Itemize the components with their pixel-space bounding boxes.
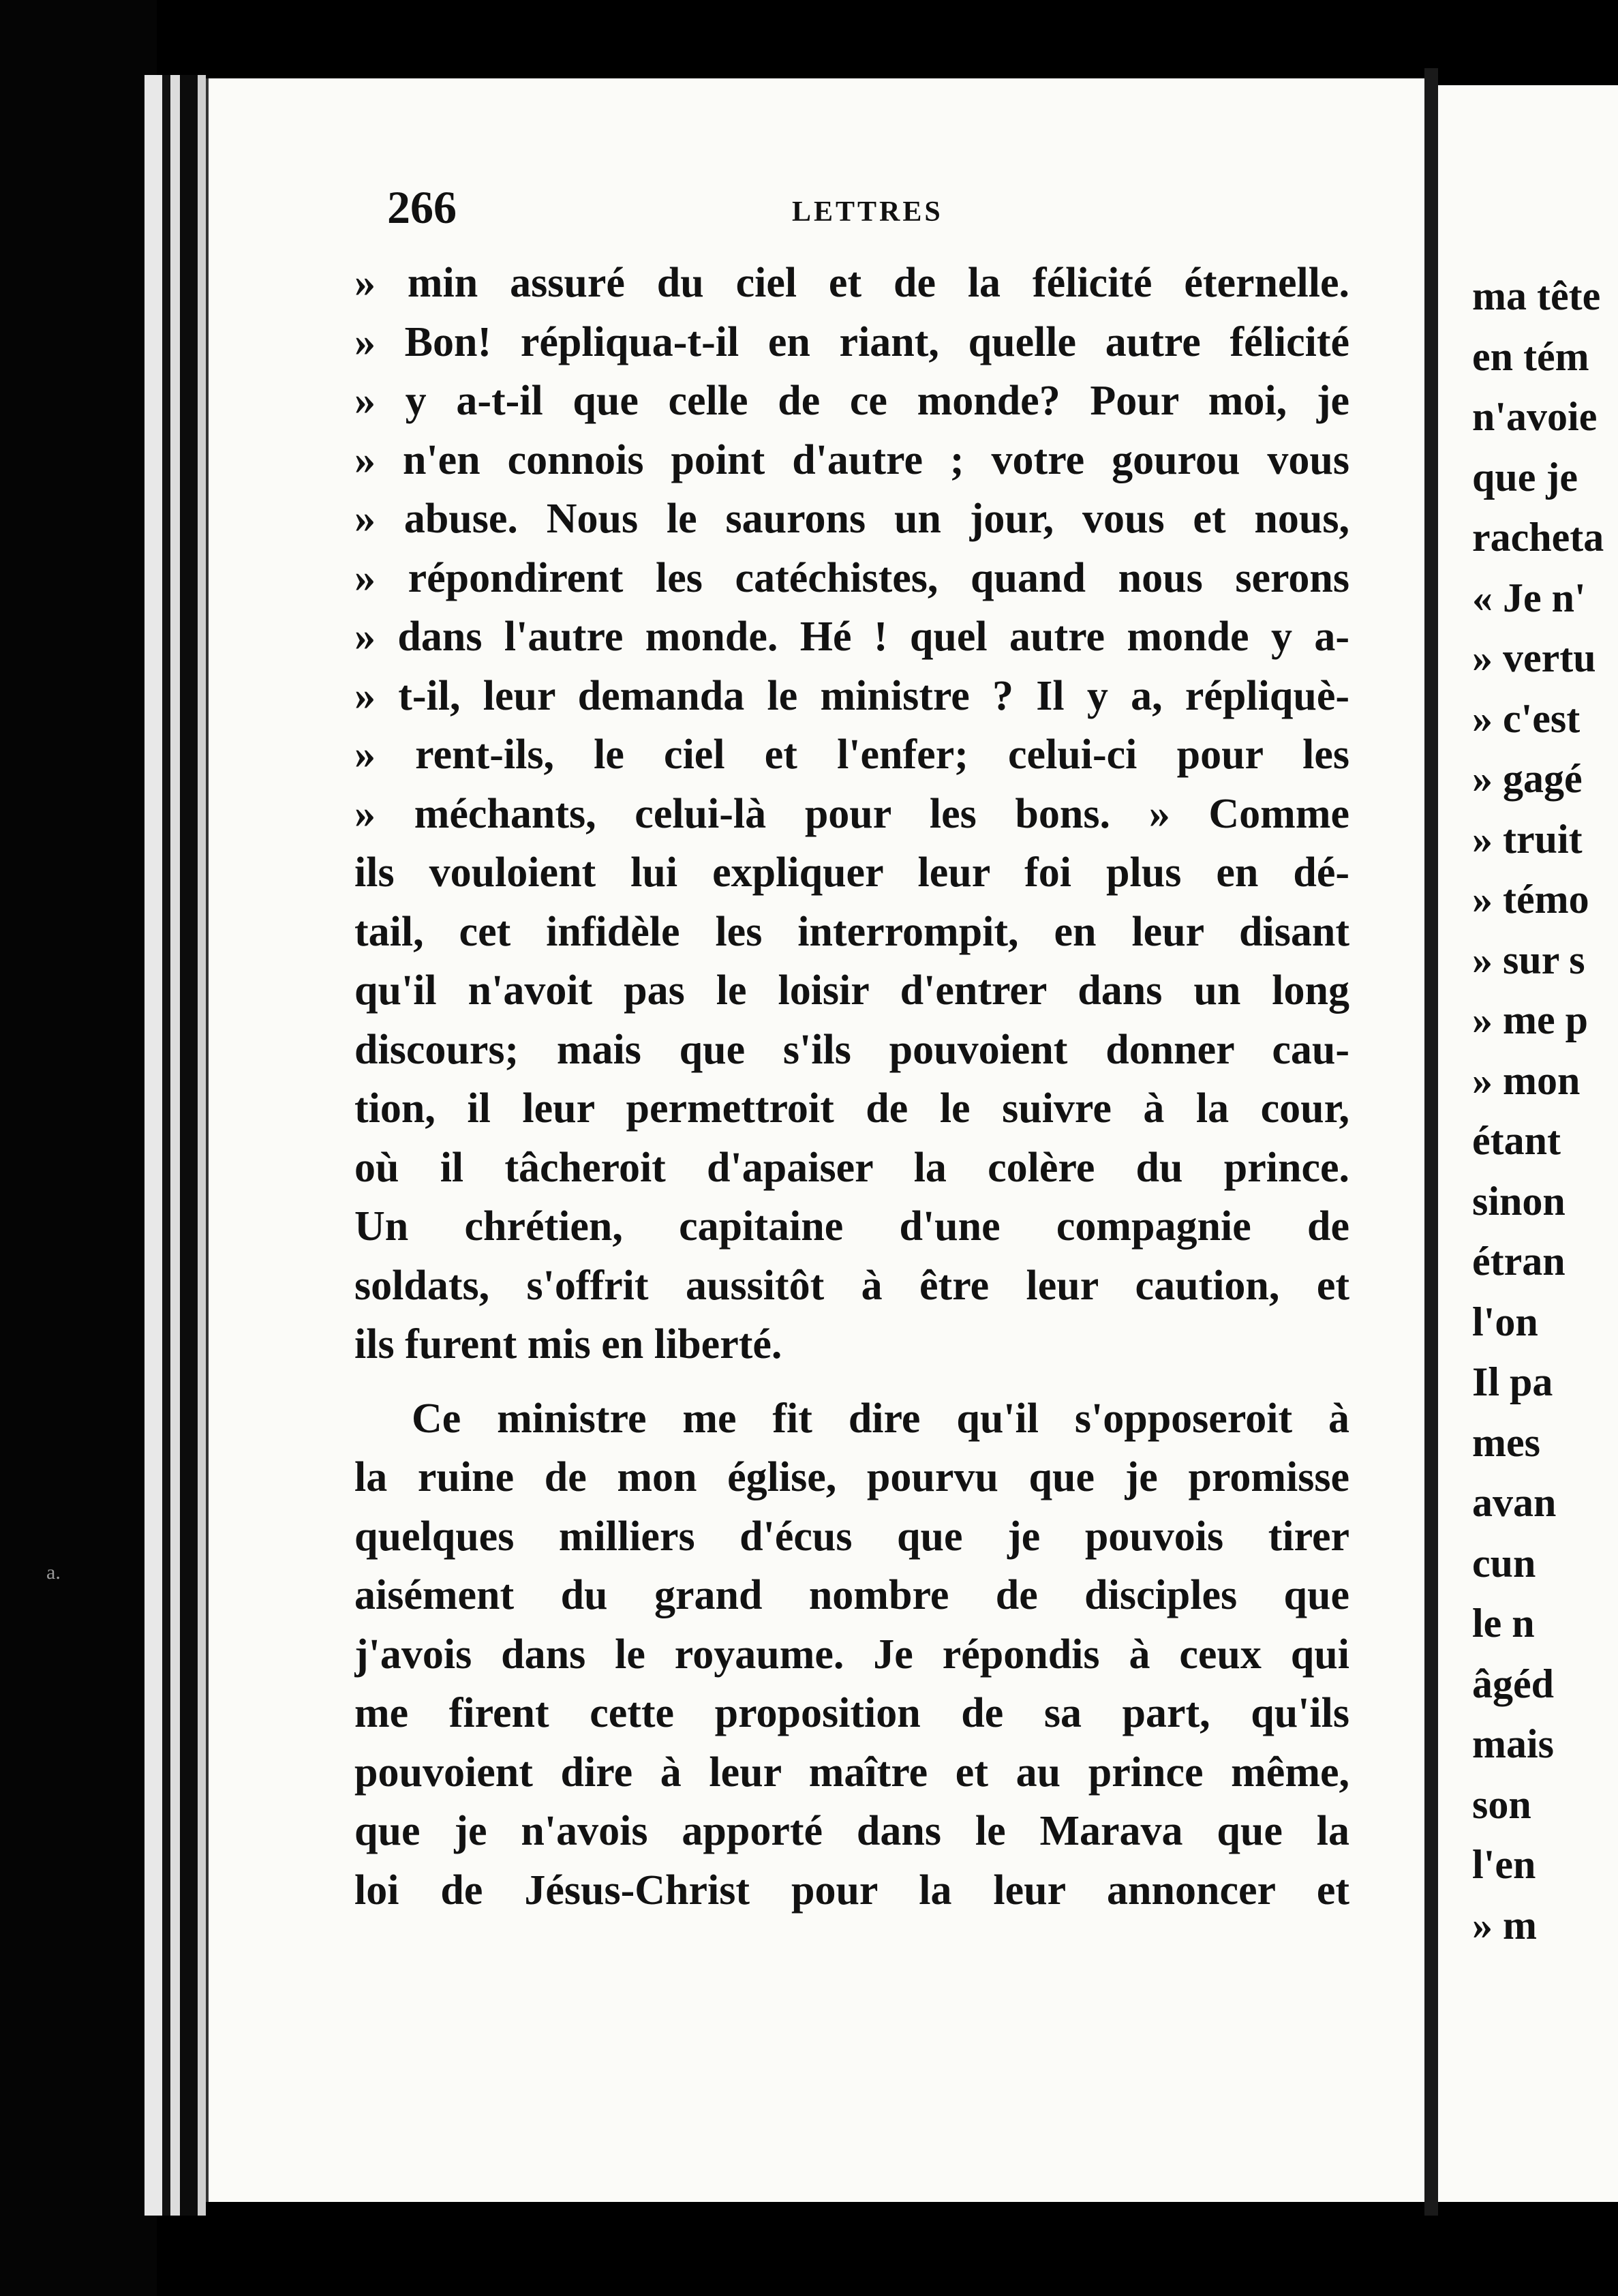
text-line: » t-il, leur demanda le ministre ? Il y a, répliquè- (354, 672, 1349, 719)
right-text-line: ma tête (1472, 273, 1601, 318)
right-text-line: cun (1472, 1540, 1536, 1586)
left-page-text (354, 254, 1349, 1920)
right-page-text (1472, 266, 1618, 1955)
right-text-line: » m (1472, 1902, 1537, 1948)
text-line: qu'il n'avoit pas le loisir d'entrer dans un long (354, 967, 1349, 1014)
text-line: où il tâcheroit d'apaiser la colère du prince. (354, 1144, 1349, 1191)
text-line: » dans l'autre monde. Hé ! quel autre monde y a- (354, 614, 1349, 660)
text-line: Ce ministre me fit dire qu'il s'opposeroit à (412, 1395, 1349, 1442)
text-line: » rent-ils, le ciel et l'enfer; celui-ci pour les (354, 731, 1349, 778)
page-header (0, 181, 1618, 233)
text-line: pouvoient dire à leur maître et au prince même, (354, 1749, 1349, 1796)
page-gutter (1424, 68, 1438, 2216)
right-text-line: » c'est (1472, 695, 1581, 741)
text-line: » méchants, celui-là pour les bons. » Comme (354, 790, 1349, 837)
text-line: aisément du grand nombre de disciples que (354, 1572, 1349, 1618)
text-line: ils vouloient lui expliquer leur foi plus en dé- (354, 849, 1349, 896)
text-line: me firent cette proposition de sa part, qu'ils (354, 1690, 1349, 1736)
text-line: la ruine de mon église, pourvu que je promisse (354, 1454, 1349, 1500)
text-line: Un chrétien, capitaine d'une compagnie de (354, 1203, 1349, 1250)
right-text-line: sinon (1472, 1178, 1566, 1224)
text-line: » répondirent les catéchistes, quand nous serons (354, 554, 1349, 601)
right-text-line: le n (1472, 1601, 1535, 1646)
right-text-line: » témo (1472, 877, 1589, 922)
text-line: » min assuré du ciel et de la félicité éternelle. (354, 260, 1349, 306)
text-line: ils furent mis en liberté. (354, 1321, 782, 1368)
right-text-line: racheta (1472, 515, 1604, 560)
right-text-line: n'avoie (1472, 394, 1598, 439)
right-text-line: » mon (1472, 1057, 1581, 1103)
text-line: j'avois dans le royaume. Je répondis à ceux qui (354, 1631, 1349, 1678)
page-number: 266 (387, 181, 457, 233)
text-line: loi de Jésus-Christ pour la leur annoncer et (354, 1867, 1349, 1914)
text-line: tail, cet infidèle les interrompit, en leur disant (354, 908, 1349, 955)
right-text-line: » sur s (1472, 937, 1585, 982)
text-line: soldats, s'offrit aussitôt à être leur caution, et (354, 1262, 1349, 1309)
margin-mark: a. (46, 1561, 61, 1584)
right-text-line: étant (1472, 1118, 1561, 1163)
right-text-line: l'en (1472, 1842, 1536, 1887)
binding-strip (198, 75, 206, 2216)
right-text-line: étran (1472, 1239, 1566, 1284)
text-line: tion, il leur permettroit de le suivre à la cour, (354, 1085, 1349, 1132)
right-text-line: » gagé (1472, 756, 1583, 801)
scan-left-margin (0, 0, 157, 2296)
right-text-line: l'on (1472, 1299, 1538, 1344)
right-text-line: en tém (1472, 333, 1589, 379)
text-line: » y a-t-il que celle de ce monde? Pour moi, je (354, 378, 1349, 424)
text-line: que je n'avois apporté dans le Marava que la (354, 1808, 1349, 1854)
right-text-line: Il pa (1472, 1359, 1553, 1404)
right-text-line: « Je n' (1472, 575, 1586, 620)
binding-strip (144, 75, 162, 2216)
text-line: » abuse. Nous le saurons un jour, vous et nous, (354, 496, 1349, 542)
text-line: » n'en connois point d'autre ; votre gourou vous (354, 436, 1349, 483)
text-line: discours; mais que s'ils pouvoient donner cau- (354, 1026, 1349, 1073)
text-line: » Bon! répliqua-t-il en riant, quelle autre félicité (354, 318, 1349, 365)
right-text-line: » truit (1472, 816, 1583, 862)
binding-strip (170, 75, 180, 2216)
right-text-line: mais (1472, 1721, 1554, 1766)
binding-strip (180, 75, 198, 2216)
binding-strip (162, 75, 170, 2216)
right-text-line: » me p (1472, 997, 1588, 1042)
right-text-line: son (1472, 1781, 1531, 1827)
right-text-line: avan (1472, 1480, 1557, 1525)
right-text-line: mes (1472, 1419, 1540, 1465)
right-text-line: âgéd (1472, 1661, 1554, 1706)
right-text-line: que je (1472, 454, 1578, 500)
right-text-line: » vertu (1472, 635, 1596, 680)
running-head: LETTRES (792, 196, 943, 228)
text-line: quelques milliers d'écus que je pouvois tirer (354, 1513, 1349, 1560)
